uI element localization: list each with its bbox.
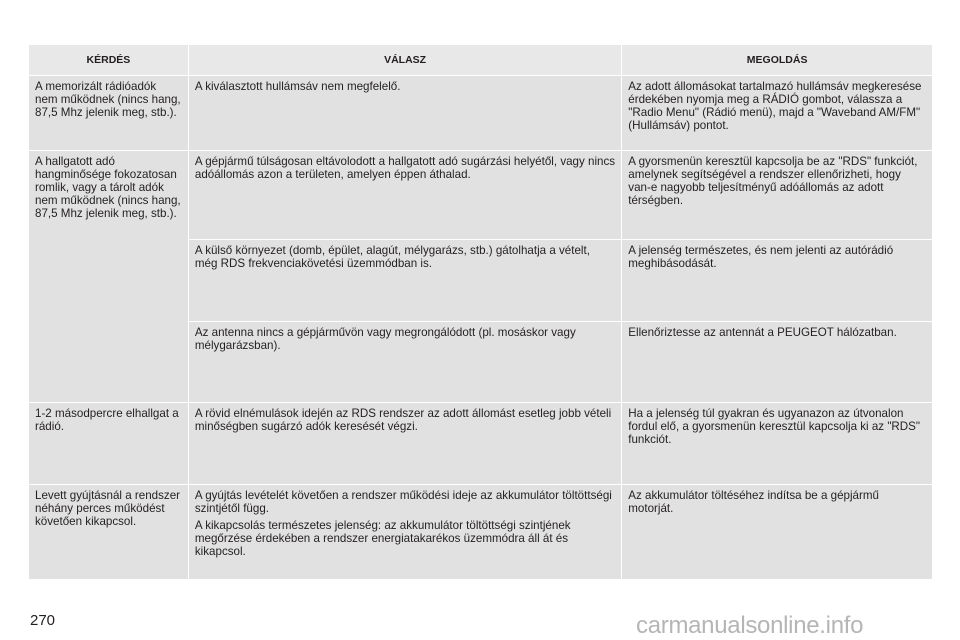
solution-cell: Ellenőriztesse az antennát a PEUGEOT hálózatban. — [622, 322, 933, 403]
table-row — [29, 76, 933, 151]
question-cell: 1-2 másodpercre elhallgat a rádió. — [29, 403, 189, 485]
answer-paragraph: A kikapcsolás természetes jelenség: az akkumulátor töltöttségi szintjének megőrzése érdekében a rendszer energiatakarékos üzemmódra áll át és kikapcsol. — [194, 519, 571, 558]
table-header-row — [29, 45, 933, 76]
table-row — [29, 403, 933, 485]
watermark: carmanualsonline.info — [636, 612, 864, 639]
question-cell: A hallgatott adó hangminősége fokozatosan romlik, vagy a tárolt adók nem működnek (nincs hang, 87,5 Mhz jelenik meg, stb.). — [29, 151, 189, 403]
troubleshooting-table — [29, 45, 933, 580]
solution-cell: Az adott állomásokat tartalmazó hullámsáv megkeresése érdekében nyomja meg a RÁDIÓ gombot, válassza a "Radio Menu" (Rádió menü), majd a "Waveband AM/FM" (Hullámsáv) pontot. — [622, 76, 933, 151]
answer-paragraph: A gyújtás levételét követően a rendszer működési ideje az akkumulátor töltöttségi szintjétől függ. — [194, 489, 612, 515]
answer-cell: A gépjármű túlságosan eltávolodott a hallgatott adó sugárzási helyétől, vagy nincs adóállomás azon a területen, amelyen éppen áthalad. — [189, 151, 622, 240]
answer-cell: Az antenna nincs a gépjárművön vagy megrongálódott (pl. mosáskor vagy mélygarázsban). — [189, 322, 622, 403]
solution-cell: Az akkumulátor töltéséhez indítsa be a gépjármű motorját. — [622, 485, 933, 580]
header-answer: VÁLASZ — [189, 45, 622, 76]
question-cell: Levett gyújtásnál a rendszer néhány perces működést követően kikapcsol. — [29, 485, 189, 580]
header-question: KÉRDÉS — [29, 45, 189, 76]
solution-cell: A gyorsmenün keresztül kapcsolja be az "RDS" funkciót, amelynek segítségével a rendszer ellenőrizheti, hogy van-e nagyobb teljesítményű adóállomás az adott térségben. — [622, 151, 933, 240]
answer-cell: A rövid elnémulások idején az RDS rendszer az adott állomást esetleg jobb vételi minőségben sugárzó adók keresését végzi. — [189, 403, 622, 485]
answer-cell: A kiválasztott hullámsáv nem megfelelő. — [189, 76, 622, 151]
table-row — [29, 151, 933, 240]
page-number: 270 — [30, 612, 56, 629]
answer-cell — [189, 485, 622, 580]
table-row — [29, 485, 933, 580]
question-cell: A memorizált rádióadók nem működnek (nincs hang, 87,5 Mhz jelenik meg, stb.). — [29, 76, 189, 151]
solution-cell: A jelenség természetes, és nem jelenti az autórádió meghibásodását. — [622, 240, 933, 322]
answer-cell: A külső környezet (domb, épület, alagút, mélygarázs, stb.) gátolhatja a vételt, még RDS frekvenciakövetési üzemmódban is. — [189, 240, 622, 322]
header-solution: MEGOLDÁS — [622, 45, 933, 76]
solution-cell: Ha a jelenség túl gyakran és ugyanazon az útvonalon fordul elő, a gyorsmenün keresztül kapcsolja ki az "RDS" funkciót. — [622, 403, 933, 485]
